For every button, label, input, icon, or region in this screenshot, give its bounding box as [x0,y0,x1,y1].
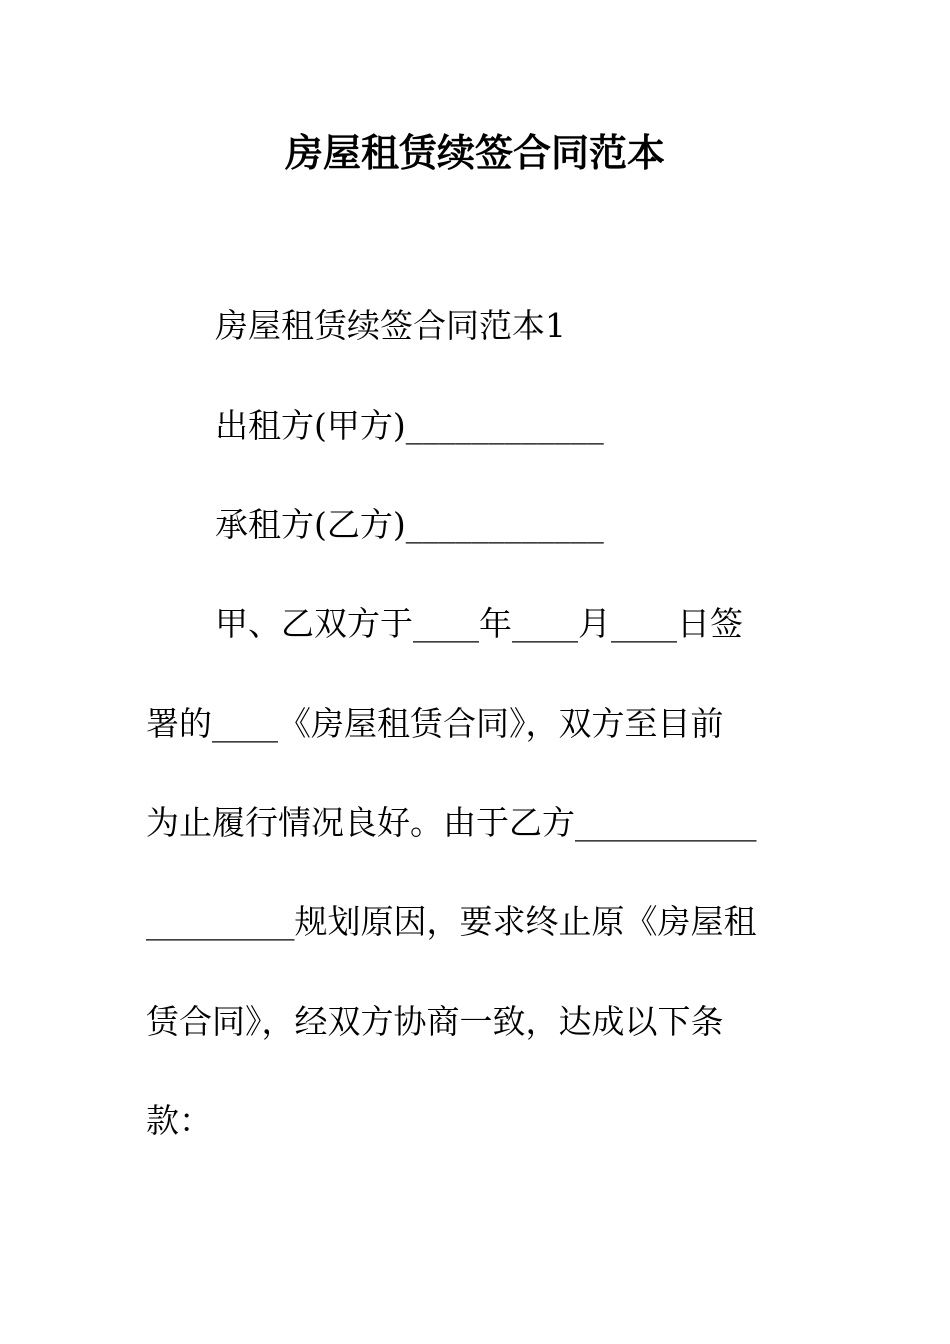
body-text-line: 款： [146,1101,212,1140]
lessor-line: 出租方(甲方)____________ [215,406,604,445]
body-text-line: _________规划原因，要求终止原《房屋租 [146,902,757,941]
body-text-line: 甲、乙双方于____年____月____日签 [215,604,743,643]
lessee-line: 承租方(乙方)____________ [215,505,604,544]
body-text-line: 赁合同》，经双方协商一致，达成以下条 [146,1002,724,1041]
body-text-line: 署的____《房屋租赁合同》，双方至目前 [146,704,724,743]
subtitle-line: 房屋租赁续签合同范本1 [215,306,566,345]
body-text-line: 为止履行情况良好。由于乙方___________ [146,803,757,842]
document-title: 房屋租赁续签合同范本 [284,130,665,175]
